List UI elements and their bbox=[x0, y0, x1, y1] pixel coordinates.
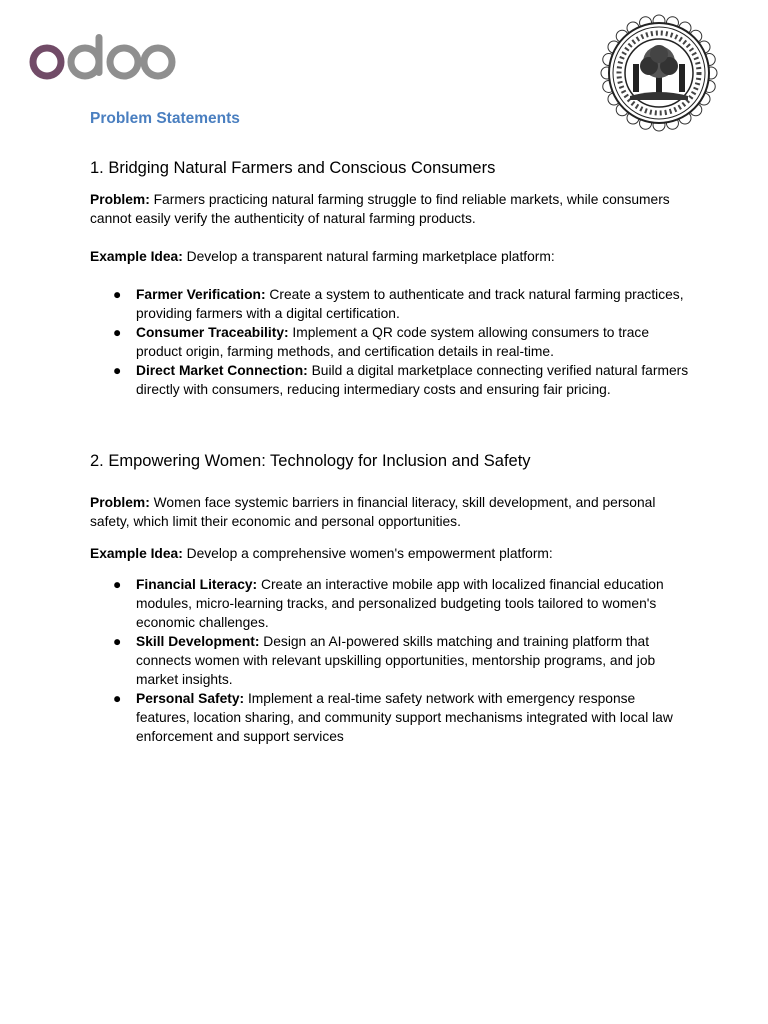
bullet-text: Create a system to authenticate and track natural farming practices, providing farmers with a digital certification. bbox=[136, 287, 684, 321]
bullet-list bbox=[90, 285, 690, 399]
bullet-label: Consumer Traceability: bbox=[136, 325, 289, 340]
section-heading: 2. Empowering Women: Technology for Inclusion and Safety bbox=[90, 452, 531, 470]
bullet-label: Skill Development: bbox=[136, 634, 260, 649]
problem-label: Problem: bbox=[90, 495, 150, 510]
example-paragraph bbox=[90, 544, 690, 563]
list-item bbox=[90, 361, 690, 399]
list-item bbox=[90, 323, 690, 361]
bullet-text: Implement a real-time safety network with emergency response features, location sharing, and community support mechanisms integrated with local law enforcement and support services bbox=[136, 691, 673, 744]
list-item bbox=[90, 689, 690, 746]
example-label: Example Idea: bbox=[90, 546, 183, 561]
bullet-label: Direct Market Connection: bbox=[136, 363, 308, 378]
section-heading: 1. Bridging Natural Farmers and Conscious Consumers bbox=[90, 159, 496, 177]
bullet-text: Create an interactive mobile app with localized financial education modules, micro-learning tracks, and personalized budgeting tools tailored to women's economic challenges. bbox=[136, 577, 664, 630]
problem-label: Problem: bbox=[90, 192, 150, 207]
section-2 bbox=[90, 450, 690, 746]
document-label: Problem Statements bbox=[90, 110, 240, 127]
odoo-logo bbox=[28, 32, 178, 86]
bullet-label: Farmer Verification: bbox=[136, 287, 266, 302]
problem-paragraph bbox=[90, 190, 690, 228]
example-paragraph bbox=[90, 247, 690, 266]
example-text: Develop a transparent natural farming marketplace platform: bbox=[182, 249, 555, 264]
bullet-icon: ● bbox=[113, 325, 122, 340]
problem-text: Women face systemic barriers in financial literacy, skill development, and personal safety, which limit their economic and personal opportunities. bbox=[90, 495, 656, 529]
list-item bbox=[90, 632, 690, 689]
bullet-icon: ● bbox=[113, 634, 122, 649]
list-item bbox=[90, 575, 690, 632]
example-label: Example Idea: bbox=[90, 249, 183, 264]
problem-text: Farmers practicing natural farming struggle to find reliable markets, while consumers cannot easily verify the authenticity of natural farming products. bbox=[90, 192, 670, 226]
bullet-label: Personal Safety: bbox=[136, 691, 245, 706]
example-text: Develop a comprehensive women's empowerment platform: bbox=[182, 546, 553, 561]
bullet-text: Implement a QR code system allowing consumers to trace product origin, farming methods, and certification details in real-time. bbox=[136, 325, 649, 359]
bullet-icon: ● bbox=[113, 691, 122, 706]
bullet-icon: ● bbox=[113, 363, 122, 378]
bullet-icon: ● bbox=[113, 287, 122, 302]
bullet-icon: ● bbox=[113, 577, 122, 592]
section-1 bbox=[90, 157, 690, 399]
problem-paragraph bbox=[90, 493, 690, 531]
bullet-label: Financial Literacy: bbox=[136, 577, 258, 592]
bullet-text: Build a digital marketplace connecting verified natural farmers directly with consumers, reducing intermediary costs and ensuring fair pricing. bbox=[136, 363, 689, 397]
document-body bbox=[90, 108, 690, 746]
odoo-logo-icon bbox=[28, 32, 178, 86]
list-item bbox=[90, 285, 690, 323]
bullet-list bbox=[90, 575, 690, 746]
bullet-text: Design an AI-powered skills matching and training platform that connects women with relevant upskilling opportunities, mentorship programs, and job market insights. bbox=[136, 634, 656, 687]
